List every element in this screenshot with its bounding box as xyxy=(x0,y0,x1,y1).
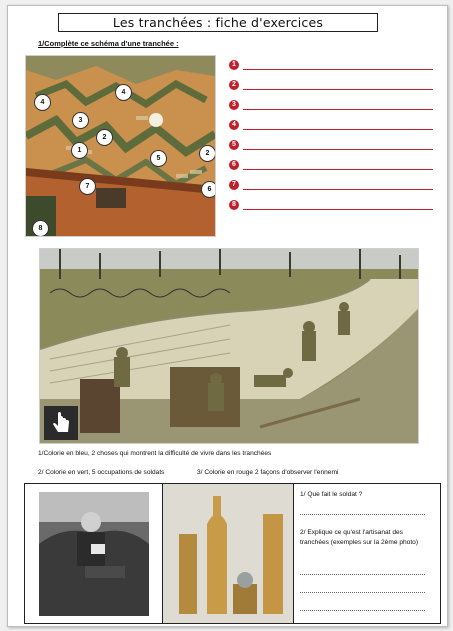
answer-underline xyxy=(243,89,433,90)
soldier-photo xyxy=(25,484,163,623)
answer-number: 2 xyxy=(229,80,239,90)
diagram-label-bubble: 2 xyxy=(96,129,113,146)
diagram-label-bubble: 4 xyxy=(115,84,132,101)
answer-underline xyxy=(243,189,433,190)
diagram-label-bubble: 3 xyxy=(72,112,89,129)
answer-underline xyxy=(243,209,433,210)
answer-underline xyxy=(243,69,433,70)
answer-line-8[interactable] xyxy=(229,200,439,210)
answer-underline xyxy=(243,169,433,170)
diagram-label-bubble: 6 xyxy=(201,181,216,198)
diagram-label-bubble: 2 xyxy=(199,145,216,162)
diagram-label-bubble: 7 xyxy=(79,178,96,195)
answer-dotted-line[interactable] xyxy=(300,574,425,575)
answer-underline xyxy=(243,109,433,110)
answer-line-4[interactable] xyxy=(229,120,439,130)
trench-art-photo xyxy=(163,484,294,623)
worksheet-page xyxy=(7,5,448,627)
answer-number: 8 xyxy=(229,200,239,210)
question-1: 1/ Que fait le soldat ? xyxy=(300,491,363,498)
answer-number: 5 xyxy=(229,140,239,150)
answer-number: 1 xyxy=(229,60,239,70)
trench-scene-illustration xyxy=(39,248,419,444)
pointer-hand-icon xyxy=(44,406,78,440)
diagram-label-bubble: 8 xyxy=(32,220,49,237)
diagram-label-bubble: 4 xyxy=(34,94,51,111)
diagram-label-bubble: 1 xyxy=(71,142,88,159)
answer-number: 6 xyxy=(229,160,239,170)
answer-line-2[interactable] xyxy=(229,80,439,90)
trench-art-photo-box xyxy=(162,483,295,624)
answer-dotted-line[interactable] xyxy=(300,514,425,515)
answer-line-1[interactable] xyxy=(229,60,439,70)
question-2: 2/ Explique ce qu'est l'artisanat des tranchées (exemples sur la 2ème photo) xyxy=(300,529,419,546)
trench-diagram xyxy=(25,55,216,237)
answer-number: 7 xyxy=(229,180,239,190)
answer-dotted-line[interactable] xyxy=(300,592,425,593)
answer-line-3[interactable] xyxy=(229,100,439,110)
soldier-photo-box xyxy=(24,483,164,624)
diagram-label-bubble: 5 xyxy=(150,150,167,167)
answer-dotted-line[interactable] xyxy=(300,610,425,611)
answer-line-5[interactable] xyxy=(229,140,439,150)
questions-box xyxy=(293,483,441,624)
section-1-heading: 1/Complète ce schéma d'une tranchée : xyxy=(38,39,179,48)
pointer-hand-button[interactable] xyxy=(44,406,78,440)
instruction-3: 3/ Colorie en rouge 2 façons d'observer l'ennemi xyxy=(197,469,339,476)
answer-underline xyxy=(243,129,433,130)
instruction-2: 2/ Colorie en vert, 5 occupations de soldats xyxy=(38,469,165,476)
answer-line-6[interactable] xyxy=(229,160,439,170)
trench-diagram-illustration xyxy=(26,56,215,236)
answer-number: 4 xyxy=(229,120,239,130)
answer-underline xyxy=(243,149,433,150)
answer-line-7[interactable] xyxy=(229,180,439,190)
page-title: Les tranchées : fiche d'exercices xyxy=(58,13,378,32)
trench-scene-drawing xyxy=(40,249,418,443)
instruction-1: 1/Colorie en bleu, 2 choses qui montrent la difficulté de vivre dans les tranchées xyxy=(38,450,272,457)
answer-number: 3 xyxy=(229,100,239,110)
